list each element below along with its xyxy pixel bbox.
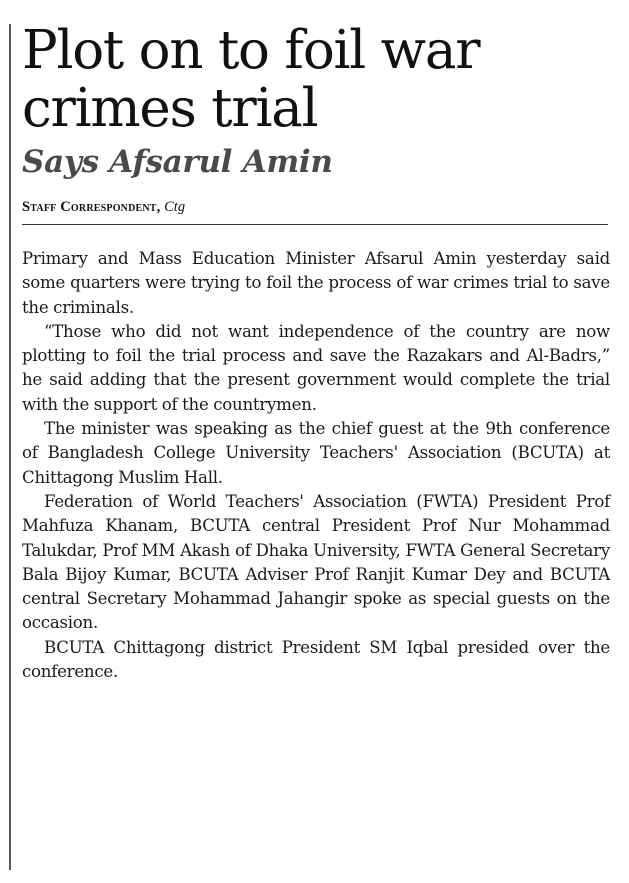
body-paragraph-4: Federation of World Teachers' Association (FWTA) President Prof Mahfuza Khanam, BCUTA central President Prof Nur Mohammad Talukdar, Prof MM Akash of Dhaka University, FWTA General Secretary Bala Bijoy Kumar, BCUTA Adviser Prof Ranjit Kumar Dey and BCUTA central Secretary Mohammad Jahangir spoke as special guests on the occasion. (22, 491, 610, 633)
headline-line-1: Plot on to foil war (22, 20, 480, 81)
body-paragraph-5: BCUTA Chittagong district President SM Iqbal presided over the conference. (22, 637, 610, 682)
byline (22, 198, 610, 216)
headline-line-2: crimes trial (22, 78, 318, 139)
body-paragraph-2: “Those who did not want independence of the country are now plotting to foil the trial process and save the Razakars and Al-Badrs,” he said adding that the present government would complete the trial with the support of the countrymen. (22, 321, 610, 414)
byline-location: Ctg (164, 199, 186, 215)
headline (22, 22, 610, 138)
body-paragraph-3: The minister was speaking as the chief guest at the 9th conference of Bangladesh College University Teachers' Association (BCUTA) at Chittagong Muslim Hall. (22, 419, 610, 487)
article-body (22, 247, 610, 684)
subheadline: Says Afsarul Amin (22, 144, 333, 180)
body-paragraph-1: Primary and Mass Education Minister Afsarul Amin yesterday said some quarters were trying to foil the process of war crimes trial to save the criminals. (22, 249, 610, 317)
news-article (22, 22, 610, 684)
column-rule (9, 24, 11, 870)
byline-author: Staff Correspondent, (22, 199, 161, 215)
byline-divider (22, 224, 608, 225)
